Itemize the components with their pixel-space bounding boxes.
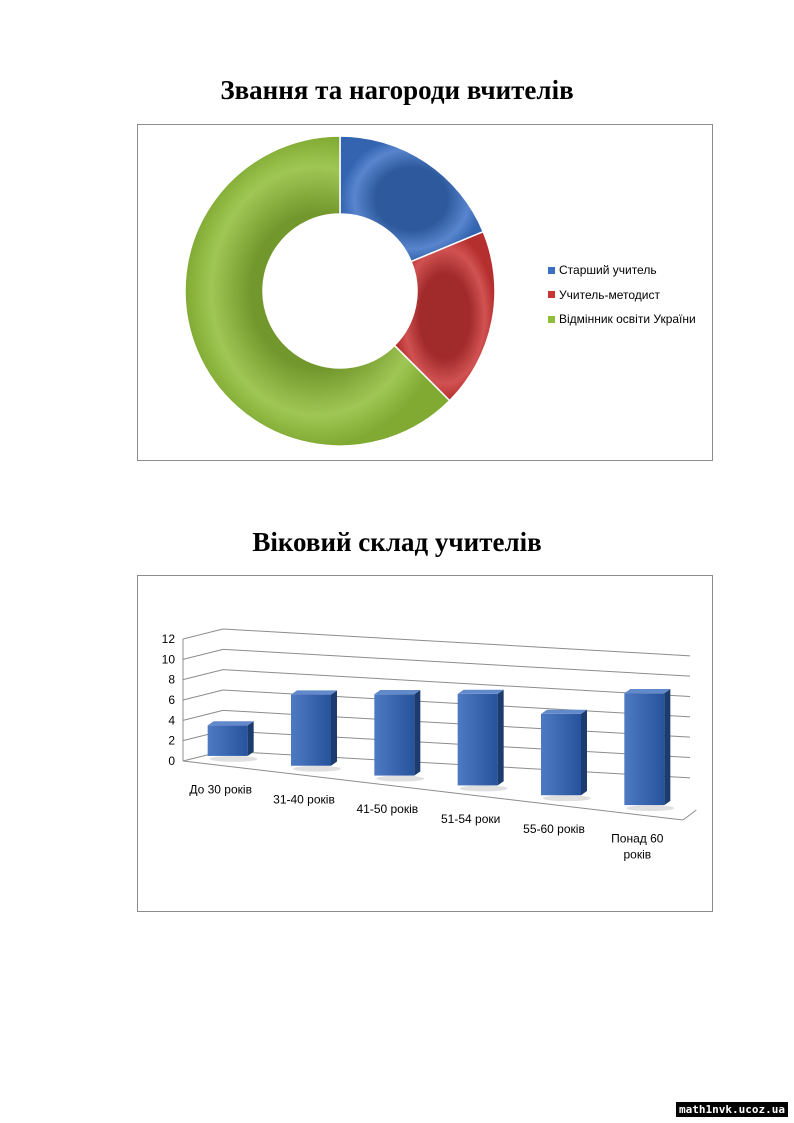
x-tick-label: Понад 60 років (611, 831, 664, 862)
bar-1 (208, 721, 258, 762)
x-tick-label: До 30 років (189, 782, 252, 797)
bar-chart-frame (137, 575, 713, 912)
legend-label: Учитель-методист (559, 287, 660, 302)
gridline-side (183, 690, 223, 700)
bar-3 (374, 690, 424, 782)
gridline (223, 629, 690, 656)
legend-label: Старший учитель (559, 263, 657, 278)
bar-chart (138, 576, 714, 913)
gridline-side (183, 670, 223, 680)
legend-item-3 (548, 307, 696, 332)
gridline (223, 649, 690, 676)
y-tick-label: 8 (168, 672, 175, 687)
gridline-side (183, 710, 223, 720)
x-tick-label: 31-40 років (273, 792, 335, 807)
x-tick-label: 41-50 років (356, 802, 419, 817)
site-watermark: math1nvk.ucoz.ua (676, 1102, 788, 1117)
bar-chart-title: Віковий склад учителів (252, 527, 542, 557)
legend-item-2 (548, 283, 696, 308)
x-axis-end (683, 810, 696, 820)
y-tick-label: 4 (168, 713, 175, 728)
gridline-side (183, 629, 223, 639)
x-tick-label: 55-60 років (523, 821, 585, 836)
gridline-side (183, 649, 223, 659)
gridline (223, 670, 690, 697)
bar-5 (541, 710, 591, 802)
legend-label: Відмінник освіти України (559, 312, 696, 327)
y-tick-label: 0 (168, 754, 175, 768)
y-tick-label: 2 (168, 733, 175, 748)
x-tick-label: 51-54 роки (441, 811, 501, 826)
donut-legend (548, 258, 696, 332)
y-tick-label: 6 (168, 693, 175, 707)
legend-swatch (548, 316, 555, 323)
legend-swatch (548, 267, 555, 274)
donut-chart-title: Звання та нагороди вчителів (220, 75, 574, 105)
bar-6 (624, 689, 674, 811)
bar-4 (458, 690, 508, 792)
bar-2 (291, 690, 341, 771)
x-axis (183, 761, 683, 820)
y-tick-label: 10 (161, 652, 175, 667)
legend-item-1 (548, 258, 696, 283)
legend-swatch (548, 291, 555, 298)
y-tick-label: 12 (161, 632, 175, 646)
